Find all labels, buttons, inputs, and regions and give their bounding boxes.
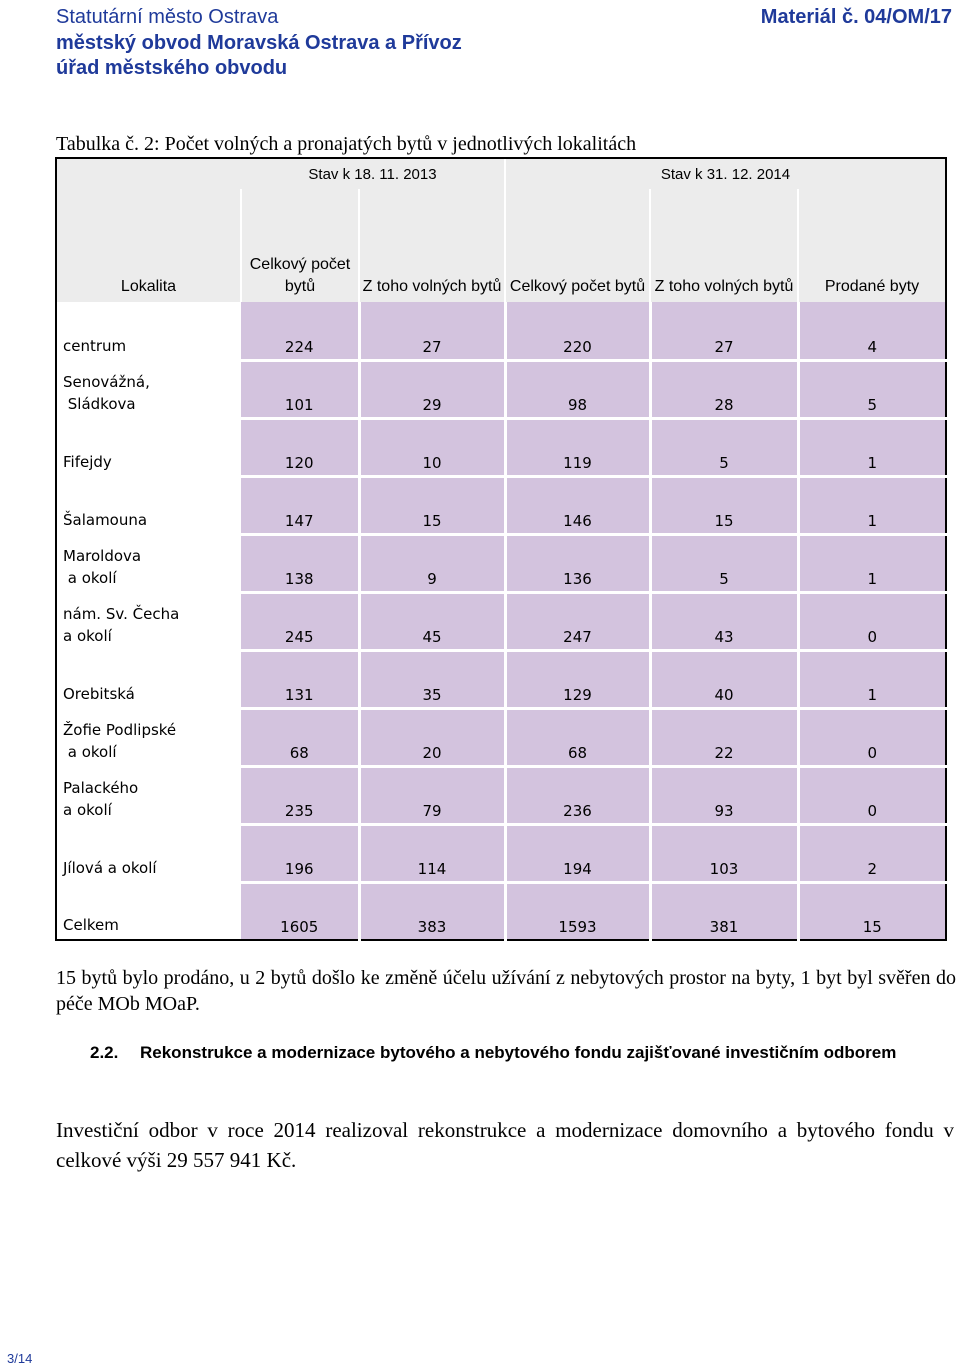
location-line: Sládkova	[63, 395, 136, 413]
value-cell: 136	[505, 534, 650, 592]
location-line: Senovážná,	[63, 373, 150, 391]
location-line: Jílová a okolí	[63, 859, 157, 877]
row-location	[56, 650, 241, 708]
row-location	[56, 418, 241, 476]
value-cell: 28	[650, 360, 798, 418]
location-line: Šalamouna	[63, 511, 148, 529]
location-line: a okolí	[63, 743, 117, 761]
value-cell: 194	[505, 824, 650, 882]
value-cell: 131	[241, 650, 359, 708]
value-cell: 79	[359, 766, 505, 824]
value-cell: 2	[798, 824, 946, 882]
value-cell: 35	[359, 650, 505, 708]
row-location	[56, 360, 241, 418]
table-row	[56, 824, 946, 882]
column-header: Lokalita	[56, 189, 241, 302]
table-row	[56, 360, 946, 418]
column-header: Celkový počet bytů	[241, 189, 359, 302]
table-row	[56, 708, 946, 766]
group-header-2014: Stav k 31. 12. 2014	[505, 158, 946, 189]
column-header: Z toho volných bytů	[650, 189, 798, 302]
location-line: Palackého	[63, 779, 139, 797]
location-line: Maroldova	[63, 547, 142, 565]
location-line: Celkem	[63, 916, 119, 934]
value-cell: 120	[241, 418, 359, 476]
table-row	[56, 476, 946, 534]
location-line: Orebitská	[63, 685, 135, 703]
row-location	[56, 534, 241, 592]
table-caption: Tabulka č. 2: Počet volných a pronajatých bytů v jednotlivých lokalitách	[56, 133, 637, 155]
table-group-header	[56, 158, 946, 189]
value-cell: 146	[505, 476, 650, 534]
location-line: nám. Sv. Čecha	[63, 605, 180, 623]
table-column-header	[56, 189, 946, 302]
value-cell: 236	[505, 766, 650, 824]
table-row	[56, 766, 946, 824]
location-line: a okolí	[63, 569, 117, 587]
value-cell: 0	[798, 708, 946, 766]
sales-note: 15 bytů bylo prodáno, u 2 bytů došlo ke změně účelu užívání z nebytových prostor na byty, 1 byt byl svěřen do péče MOb MOaP.	[56, 967, 956, 1015]
value-cell: 383	[359, 882, 505, 940]
value-cell: 101	[241, 360, 359, 418]
value-cell: 22	[650, 708, 798, 766]
value-cell: 1	[798, 534, 946, 592]
row-location	[56, 824, 241, 882]
header-office: úřad městského obvodu	[56, 57, 288, 79]
value-cell: 10	[359, 418, 505, 476]
value-cell: 27	[359, 302, 505, 360]
value-cell: 1	[798, 650, 946, 708]
value-cell: 1	[798, 476, 946, 534]
page-number: 3/14	[7, 1351, 33, 1366]
value-cell: 9	[359, 534, 505, 592]
value-cell: 245	[241, 592, 359, 650]
row-location	[56, 592, 241, 650]
value-cell: 1	[798, 418, 946, 476]
value-cell: 224	[241, 302, 359, 360]
table-row	[56, 418, 946, 476]
section-number: 2.2.	[90, 1043, 119, 1062]
value-cell: 68	[241, 708, 359, 766]
table-row	[56, 882, 946, 940]
section-title: Rekonstrukce a modernizace bytového a nebytového fondu zajišťované investičním odborem	[140, 1043, 897, 1062]
table-row	[56, 534, 946, 592]
value-cell: 15	[650, 476, 798, 534]
value-cell: 5	[650, 418, 798, 476]
value-cell: 5	[650, 534, 798, 592]
value-cell: 20	[359, 708, 505, 766]
row-location	[56, 882, 241, 940]
row-location	[56, 476, 241, 534]
value-cell: 43	[650, 592, 798, 650]
header-district: městský obvod Moravská Ostrava a Přívoz	[56, 32, 462, 54]
location-line: Žofie Podlipské	[63, 721, 177, 739]
row-location	[56, 766, 241, 824]
group-header-2013: Stav k 18. 11. 2013	[241, 158, 505, 189]
value-cell: 1593	[505, 882, 650, 940]
row-location	[56, 708, 241, 766]
value-cell: 15	[798, 882, 946, 940]
value-cell: 247	[505, 592, 650, 650]
value-cell: 381	[650, 882, 798, 940]
table-row	[56, 302, 946, 360]
location-line: a okolí	[63, 801, 112, 819]
value-cell: 29	[359, 360, 505, 418]
flats-table	[55, 157, 947, 941]
value-cell: 45	[359, 592, 505, 650]
table-row	[56, 650, 946, 708]
value-cell: 235	[241, 766, 359, 824]
value-cell: 5	[798, 360, 946, 418]
value-cell: 15	[359, 476, 505, 534]
header-city: Statutární město Ostrava	[56, 6, 279, 28]
investment-paragraph: Investiční odbor v roce 2014 realizoval rekonstrukce a modernizace domovního a bytového fondu v celkové výši 29 557 941 Kč.	[56, 1118, 954, 1172]
column-header: Prodané byty	[798, 189, 946, 302]
value-cell: 27	[650, 302, 798, 360]
value-cell: 4	[798, 302, 946, 360]
location-line: centrum	[63, 337, 127, 355]
value-cell: 0	[798, 766, 946, 824]
value-cell: 220	[505, 302, 650, 360]
value-cell: 98	[505, 360, 650, 418]
value-cell: 40	[650, 650, 798, 708]
row-location	[56, 302, 241, 360]
value-cell: 0	[798, 592, 946, 650]
value-cell: 119	[505, 418, 650, 476]
table-row	[56, 592, 946, 650]
value-cell: 129	[505, 650, 650, 708]
location-line: Fifejdy	[63, 453, 112, 471]
value-cell: 138	[241, 534, 359, 592]
value-cell: 103	[650, 824, 798, 882]
value-cell: 147	[241, 476, 359, 534]
location-line: a okolí	[63, 627, 112, 645]
value-cell: 68	[505, 708, 650, 766]
value-cell: 93	[650, 766, 798, 824]
column-header: Celkový počet bytů	[505, 189, 650, 302]
value-cell: 196	[241, 824, 359, 882]
column-header: Z toho volných bytů	[359, 189, 505, 302]
value-cell: 114	[359, 824, 505, 882]
material-number: Materiál č. 04/OM/17	[760, 6, 952, 28]
value-cell: 1605	[241, 882, 359, 940]
